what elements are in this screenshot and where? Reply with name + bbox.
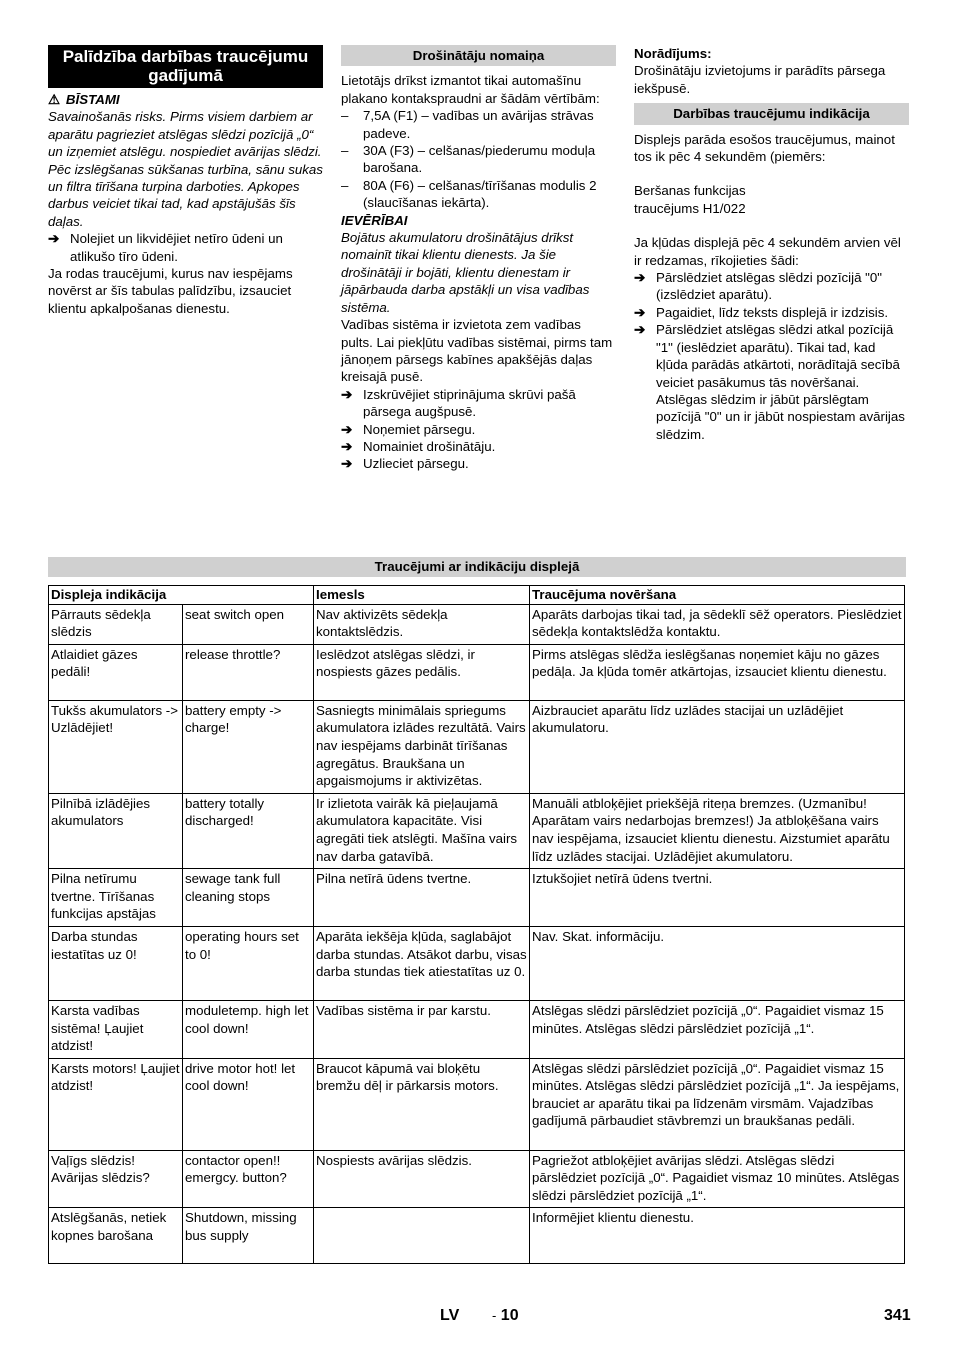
display-text-en: battery empty -> charge! — [183, 700, 314, 793]
table-row — [49, 793, 905, 868]
arrow-icon: ➔ — [341, 438, 353, 454]
display-text-lv: Karsts motors! Ļaujiet atdzist! — [49, 1058, 183, 1150]
instruction-step — [634, 269, 909, 304]
paragraph: Displejs parāda esošos traucējumus, mainot tos ik pēc 4 sekundēm (piemērs: — [634, 131, 895, 165]
list-item: – 30A (F3) – celšanas/piederumu moduļa barošana. — [341, 143, 596, 176]
note-text: Drošinātāju izvietojums ir parādīts pārsega iekšpusē. — [634, 63, 886, 96]
instruction-step — [341, 421, 616, 438]
note-heading: Norādījums: — [634, 46, 712, 61]
arrow-icon: ➔ — [634, 304, 646, 320]
step-text: Uzlieciet pārsegu. — [363, 456, 469, 472]
column-3 — [634, 45, 909, 443]
table-row — [49, 1150, 905, 1208]
step-text: Izskrūvējiet stiprinājuma skrūvi pašā pārsega augšpusē. — [363, 386, 576, 420]
list-item: – 80A (F6) – celšanas/tīrīšanas modulis 2 (slaucīšanas iekārta). — [341, 177, 597, 211]
display-text-lv: Atslēgšanās, netiek kopnes barošana — [49, 1208, 183, 1264]
display-text-lv: Karsta vadības sistēma! Ļaujiet atdzist! — [49, 1000, 183, 1058]
display-text-en: drive motor hot! let cool down! — [183, 1058, 314, 1150]
instruction-step — [48, 230, 323, 265]
display-text-lv: Pilnībā izlādējies akumulators — [49, 793, 183, 868]
step-text: Pārslēdziet atslēgas slēdzi pozīcijā "0" (izslēdziet aparātu). — [656, 270, 882, 303]
table-row — [49, 1000, 905, 1058]
display-text-en: contactor open!! emergcy. button? — [183, 1150, 314, 1208]
list-item-text: 80A (F6) – celšanas/tīrīšanas modulis 2 (slaucīšanas iekārta). — [363, 177, 597, 211]
cause-text: Ieslēdzot atslēgas slēdzi, ir nospiests gāzes pedālis. — [314, 644, 530, 700]
danger-text: Savainošanās risks. Pirms visiem darbiem ar aparātu pagrieziet atslēgas slēdzi pozīcijā „0“ un izņemiet atslēgu. nospiediet avārijas slēdzi. Pēc izslēgšanas sūkšanas turbīna, sānu sukas un filtra tīrīšana turpina darboties. Apkopes darbus veiciet tikai tad, kad apstājušās šīs daļas. — [48, 109, 323, 229]
section-title-troubleshooting: Palīdzība darbības traucējumu gadījumā — [48, 45, 323, 88]
list-item-text: 7,5A (F1) – vadības un avārijas strāvas padeve. — [363, 108, 594, 141]
instruction-step — [341, 455, 616, 472]
cause-text: Nav aktivizēts sēdekļa kontaktslēdzis. — [314, 604, 530, 644]
instruction-step — [341, 386, 616, 421]
section-title-fault-display: Darbības traucējumu indikācija — [634, 103, 909, 124]
list-item-text: 30A (F3) – celšanas/piederumu moduļa barošana. — [363, 143, 596, 176]
table-row — [49, 1058, 905, 1150]
display-text-lv: Tukšs akumulators -> Uzlādējiet! — [49, 700, 183, 793]
section-title-fuses: Drošinātāju nomaiņa — [341, 45, 616, 66]
header-display: Displeja indikācija — [49, 586, 314, 605]
cause-text: Nospiests avārijas slēdzis. — [314, 1150, 530, 1208]
column-1 — [48, 45, 323, 317]
table-row — [49, 926, 905, 1000]
table-row — [49, 869, 905, 927]
fuses-intro: Lietotājs drīkst izmantot tikai automašīnu plakano kontakspraudni ar šādām vērtībām: — [341, 73, 600, 106]
remedy-text: Nav. Skat. informāciju. — [530, 926, 905, 1000]
remedy-text: Manuāli atbloķējiet priekšējā riteņa bremzes. (Uzmanību! Aparātam vairs nedarbojas bremzes!) Ja atbloķēšana vairs nav iespējama, izsauciet klientu dienestu. Aizstumiet aparātu līdz uzlādes stacijai. Uzlādējiet akumulatoru. — [530, 793, 905, 868]
step-text: Noņemiet pārsegu. — [363, 421, 476, 437]
remedy-text: Iztukšojiet netīrā ūdens tvertni. — [530, 869, 905, 927]
table-header-row — [49, 586, 905, 605]
display-text-lv: Atlaidiet gāzes pedāli! — [49, 644, 183, 700]
cause-text: Braucot kāpumā vai bloķētu bremžu dēļ ir pārkarsis motors. — [314, 1058, 530, 1150]
instruction-step — [341, 438, 616, 455]
notice-heading: IEVĒRĪBAI — [341, 212, 408, 228]
header-remedy: Traucējuma novēršana — [530, 586, 905, 605]
column-2 — [341, 45, 616, 473]
paragraph: Ja kļūdas displejā pēc 4 sekundēm arvien vēl ir redzamas, rīkojieties šādi: — [634, 235, 901, 268]
notice-text: Bojātus akumulatoru drošinātājus drīkst nomainīt tikai klientu dienests. Ja šie drošinātāji ir bojāti, klientu dienestam ir jāpārbauda darba apstākļi un visa vadības sistēma. — [341, 230, 590, 315]
arrow-icon: ➔ — [634, 270, 646, 286]
display-text-lv: Pilna netīrumu tvertne. Tīrīšanas funkcijas apstājas — [49, 869, 183, 927]
cause-text: Aparāta iekšēja kļūda, saglabājot darba stundas. Atsākot darbu, visas darba stundas tiek atiestatītas uz 0. — [314, 926, 530, 1000]
display-text-en: release throttle? — [183, 644, 314, 700]
cause-text: Pilna netīrā ūdens tvertne. — [314, 869, 530, 927]
table-title: Traucējumi ar indikāciju displejā — [48, 557, 906, 577]
header-cause: Iemesls — [314, 586, 530, 605]
display-text-en: moduletemp. high let cool down! — [183, 1000, 314, 1058]
display-text-en: Shutdown, missing bus supply — [183, 1208, 314, 1264]
page-number: 341 — [884, 1307, 911, 1324]
remedy-text: Pagriežot atbloķējiet avārijas slēdzi. Atslēgas slēdzi pārslēdziet pozīcijā „0“. Pagaidiet vismaz 10 minūtes. Atslēgas slēdzi pārslēdziet pozīcijā „1“. — [530, 1150, 905, 1208]
arrow-icon: ➔ — [634, 322, 646, 338]
table-row — [49, 604, 905, 644]
step-text: Nomainiet drošinātāju. — [363, 438, 496, 454]
example-text: Beršanas funkcijas traucējums H1/022 — [634, 183, 746, 216]
warning-triangle-icon: ⚠ — [48, 92, 60, 107]
table-row — [49, 644, 905, 700]
step-text: Nolejiet un likvidējiet netīro ūdeni un atlikušo tīro ūdeni. — [70, 231, 283, 264]
arrow-icon: ➔ — [341, 456, 353, 472]
paragraph: Vadības sistēma ir izvietota zem vadības pults. Lai piekļūtu vadības sistēmai, pirms tam jānoņem pārsegs kabīnes apakšējās daļas kreisajā pusē. — [341, 317, 613, 385]
display-text-en: battery totally discharged! — [183, 793, 314, 868]
table-row — [49, 1208, 905, 1264]
danger-heading — [48, 91, 323, 108]
display-text-en: seat switch open — [183, 604, 314, 644]
remedy-text: Aizbrauciet aparātu līdz uzlādes stacijai un uzlādējiet akumulatoru. — [530, 700, 905, 793]
display-text-lv: Vaļīgs slēdzis! Avārijas slēdzis? — [49, 1150, 183, 1208]
cause-text: Sasniegts minimālais spriegums akumulatora izlādes rezultātā. Vairs nav iespējams darbināt tīrīšanas agregātus. Braukšana un apgaismojums ir aktivizētas. — [314, 700, 530, 793]
fault-table — [48, 585, 905, 1264]
instruction-step — [634, 321, 909, 443]
danger-label: BĪSTAMI — [65, 92, 120, 107]
arrow-icon: ➔ — [341, 386, 353, 402]
arrow-icon: ➔ — [341, 421, 353, 437]
step-text: Pārslēdziet atslēgas slēdzi atkal pozīcijā "1" (ieslēdziet aparātu). Tikai tad, kad kļūda parādās atkārtoti, norādītajā secībā veiciet pasākumus tās novēršanai. Atslēgas slēdzim ir jābūt pārslēgtam pozīcijā "0" un ir jābūt nospiestam avārijas slēdzim. — [656, 322, 905, 442]
remedy-text: Aparāts darbojas tikai tad, ja sēdeklī sēž operators. Pieslēdziet sēdekļa kontaktslēdža kontaktu. — [530, 604, 905, 644]
display-text-lv: Darba stundas iestatītas uz 0! — [49, 926, 183, 1000]
remedy-text: Atslēgas slēdzi pārslēdziet pozīcijā „0“. Pagaidiet vismaz 15 minūtes. Atslēgas slēdzi pārslēdziet pozīcijā „1“. — [530, 1000, 905, 1058]
cause-text: Ir izlietota vairāk kā pieļaujamā akumulatora kapacitāte. Visi agregāti tiek atslēgti. Mašīna vairs nav darba gatavībā. — [314, 793, 530, 868]
cause-text: Vadības sistēma ir par karstu. — [314, 1000, 530, 1058]
footer-subpage: - 10 — [492, 1307, 519, 1324]
display-text-en: sewage tank full cleaning stops — [183, 869, 314, 927]
remedy-text: Pirms atslēgas slēdža ieslēgšanas noņemiet kāju no gāzes pedāļa. Ja kļūda tomēr atkārtojas, izsauciet klientu dienestu. — [530, 644, 905, 700]
footer-language: LV — [440, 1307, 460, 1324]
display-text-en: operating hours set to 0! — [183, 926, 314, 1000]
list-item: – 7,5A (F1) – vadības un avārijas strāvas padeve. — [341, 108, 594, 141]
paragraph: Ja rodas traucējumi, kurus nav iespējams novērst ar šīs tabulas palīdzību, izsauciet klientu apkalpošanas dienestu. — [48, 266, 293, 316]
remedy-text: Atslēgas slēdzi pārslēdziet pozīcijā „0“. Pagaidiet vismaz 15 minūtes. Atslēgas slēdzi pārslēdziet pozīcijā „1“. Ja iespējams, brauciet ar aparātu tikai pa līdzenām virsmām. Vajadzības gadījumā pārbaudiet stāvbremzi un braukšanas pedāli. — [530, 1058, 905, 1150]
table-row — [49, 700, 905, 793]
display-text-lv: Pārrauts sēdekļa slēdzis — [49, 604, 183, 644]
instruction-step — [634, 304, 909, 321]
cause-text — [314, 1208, 530, 1264]
step-text: Pagaidiet, līdz teksts displejā ir izdzisis. — [656, 304, 889, 320]
arrow-icon: ➔ — [48, 231, 60, 247]
remedy-text: Informējiet klientu dienestu. — [530, 1208, 905, 1264]
